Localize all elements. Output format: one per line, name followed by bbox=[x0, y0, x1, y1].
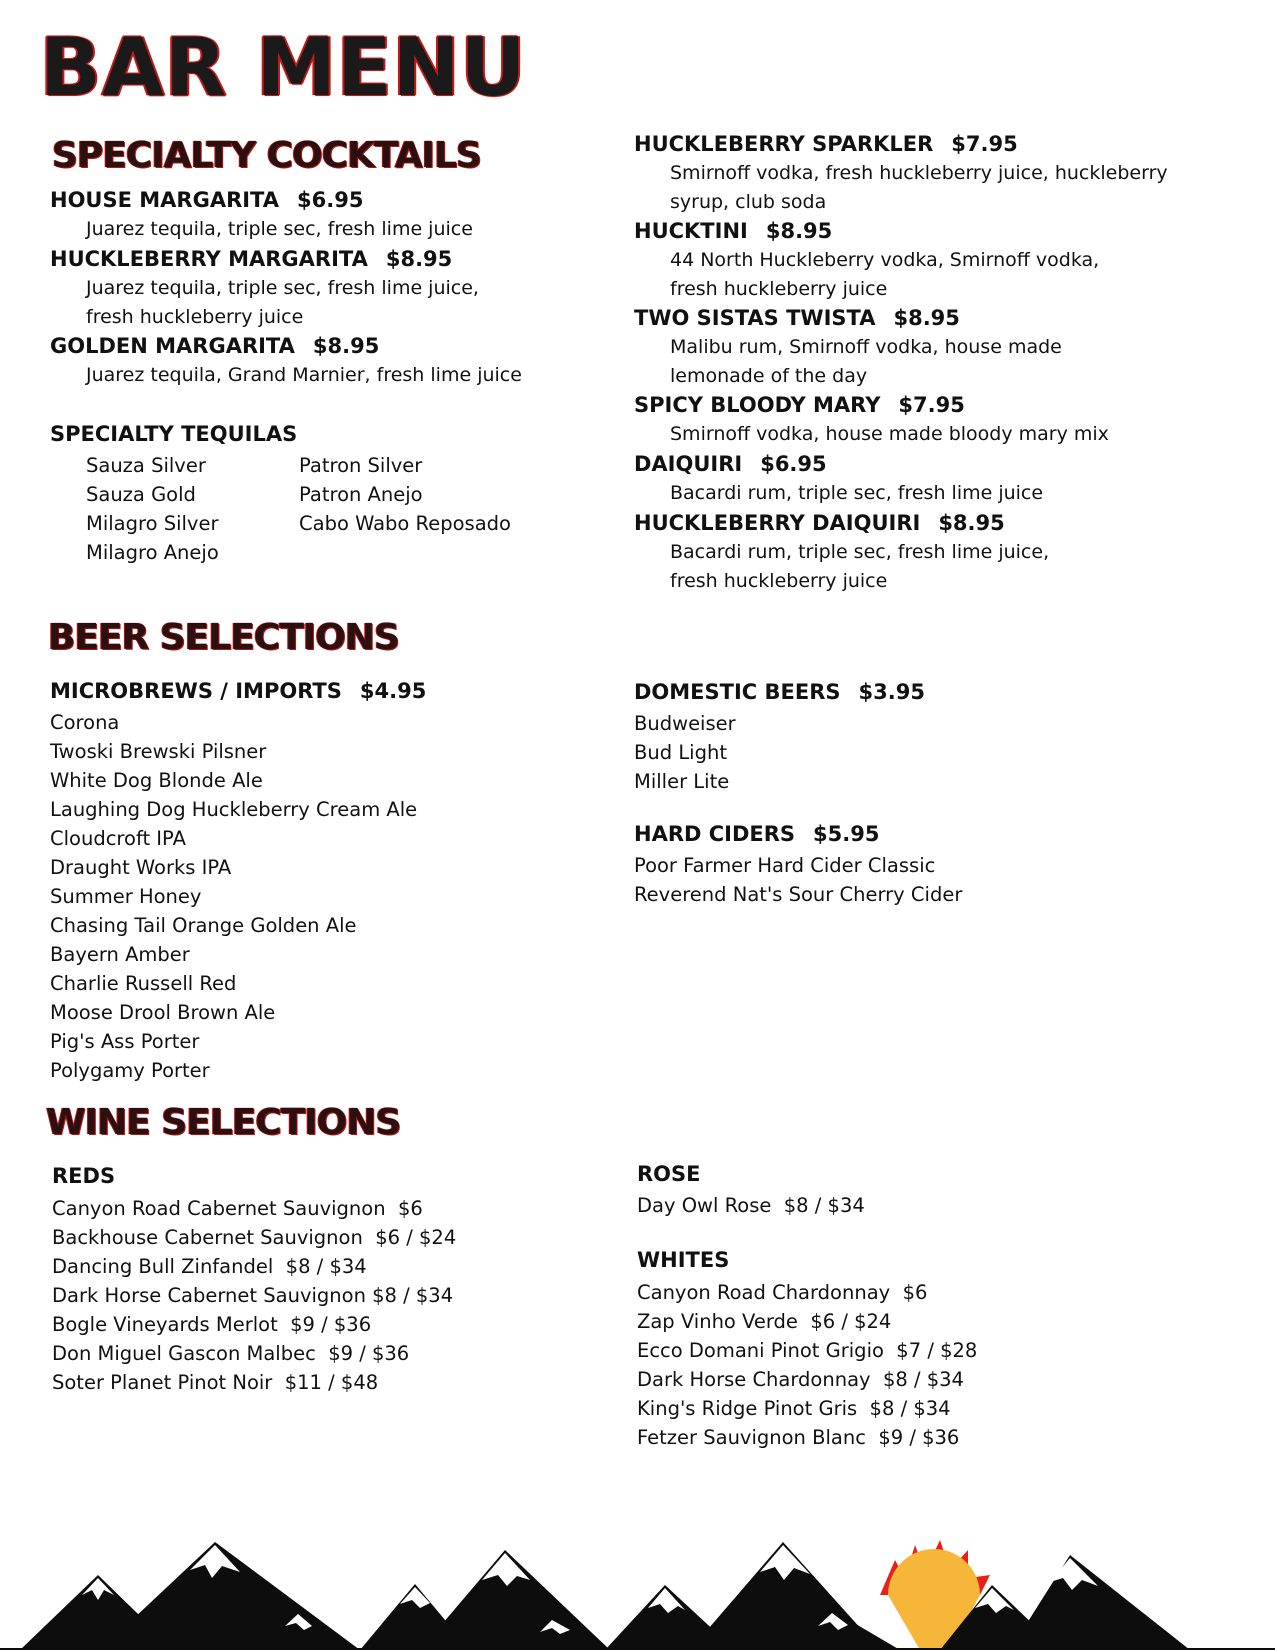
wine-group-heading-whites: WHITES bbox=[637, 1248, 730, 1272]
cocktail-desc: fresh huckleberry juice bbox=[86, 306, 304, 328]
cocktail-desc: fresh huckleberry juice bbox=[670, 570, 888, 592]
beer-group-heading-micro bbox=[50, 681, 426, 702]
cocktail-desc: lemonade of the day bbox=[670, 365, 868, 387]
cocktail-price: $7.95 bbox=[951, 132, 1018, 156]
wine-item: Dancing Bull Zinfandel $8 / $34 bbox=[52, 1255, 367, 1278]
cocktail-name: HUCKLEBERRY MARGARITA bbox=[50, 247, 368, 271]
beer-item: Corona bbox=[50, 711, 120, 734]
cocktail-item bbox=[634, 395, 1109, 449]
wine-list-rose bbox=[637, 1191, 865, 1220]
beer-item: Bud Light bbox=[634, 741, 727, 764]
cocktail-name: TWO SISTAS TWISTA bbox=[634, 306, 876, 330]
beer-item: Polygamy Porter bbox=[50, 1059, 210, 1082]
beer-item: Laughing Dog Huckleberry Cream Ale bbox=[50, 798, 418, 821]
tequilas-heading: SPECIALTY TEQUILAS bbox=[50, 422, 298, 446]
wine-item: Fetzer Sauvignon Blanc $9 / $36 bbox=[637, 1426, 960, 1449]
tequila-item: Cabo Wabo Reposado bbox=[299, 512, 511, 535]
beer-item: Miller Lite bbox=[634, 770, 730, 793]
cocktail-name: HUCKLEBERRY SPARKLER bbox=[634, 132, 934, 156]
beer-item: Cloudcroft IPA bbox=[50, 827, 186, 850]
cocktail-name: GOLDEN MARGARITA bbox=[50, 334, 295, 358]
wine-item: Dark Horse Cabernet Sauvignon $8 / $34 bbox=[52, 1284, 454, 1307]
section-heading-cocktails: SPECIALTY COCKTAILS bbox=[52, 135, 481, 176]
tequilas-list-col1 bbox=[86, 451, 219, 567]
cocktail-item bbox=[634, 513, 1049, 596]
tequila-item: Patron Anejo bbox=[299, 483, 423, 506]
beer-item: Pig's Ass Porter bbox=[50, 1030, 200, 1053]
tequila-item: Milagro Silver bbox=[86, 512, 219, 535]
beer-group-heading-domestic bbox=[634, 682, 925, 703]
cocktail-item bbox=[634, 221, 1099, 304]
tequilas-list-col2 bbox=[299, 451, 511, 538]
wine-item: Ecco Domani Pinot Grigio $7 / $28 bbox=[637, 1339, 978, 1362]
cocktail-desc: Smirnoff vodka, house made bloody mary mix bbox=[670, 423, 1109, 445]
cocktail-name: SPICY BLOODY MARY bbox=[634, 393, 881, 417]
cocktail-price: $8.95 bbox=[765, 219, 833, 243]
beer-item: Draught Works IPA bbox=[50, 856, 232, 879]
cocktail-price: $7.95 bbox=[898, 393, 965, 417]
beer-item: Charlie Russell Red bbox=[50, 972, 237, 995]
beer-list-domestic bbox=[634, 709, 736, 796]
beer-item: Bayern Amber bbox=[50, 943, 190, 966]
beer-group-price: $3.95 bbox=[858, 680, 925, 704]
wine-list-whites bbox=[637, 1278, 977, 1452]
section-heading-wine: WINE SELECTIONS bbox=[46, 1102, 401, 1143]
tequila-item: Sauza Gold bbox=[86, 483, 196, 506]
beer-group-price: $5.95 bbox=[813, 822, 880, 846]
wine-item: Soter Planet Pinot Noir $11 / $48 bbox=[52, 1371, 379, 1394]
cocktail-name: HOUSE MARGARITA bbox=[50, 188, 280, 212]
cocktail-desc: Malibu rum, Smirnoff vodka, house made bbox=[670, 336, 1062, 358]
beer-item: Summer Honey bbox=[50, 885, 202, 908]
cocktail-desc: 44 North Huckleberry vodka, Smirnoff vodka, bbox=[670, 249, 1100, 271]
wine-item: Dark Horse Chardonnay $8 / $34 bbox=[637, 1368, 964, 1391]
beer-group-name: HARD CIDERS bbox=[634, 822, 796, 846]
wine-item: Day Owl Rose $8 / $34 bbox=[637, 1194, 865, 1217]
tequila-item: Sauza Silver bbox=[86, 454, 206, 477]
wine-item: Backhouse Cabernet Sauvignon $6 / $24 bbox=[52, 1226, 457, 1249]
beer-item: Moose Drool Brown Ale bbox=[50, 1001, 276, 1024]
beer-list-micro bbox=[50, 708, 417, 1085]
cocktail-item bbox=[50, 249, 479, 332]
beer-list-ciders bbox=[634, 851, 962, 909]
section-heading-beer: BEER SELECTIONS bbox=[48, 617, 399, 658]
cocktail-desc: Bacardi rum, triple sec, fresh lime juice, bbox=[670, 541, 1050, 563]
cider-item: Poor Farmer Hard Cider Classic bbox=[634, 854, 936, 877]
cocktail-item bbox=[634, 134, 1168, 217]
cider-item: Reverend Nat's Sour Cherry Cider bbox=[634, 883, 963, 906]
cocktail-name: HUCKTINI bbox=[634, 219, 748, 243]
wine-list-reds bbox=[52, 1194, 456, 1397]
cocktail-price: $6.95 bbox=[760, 452, 827, 476]
wine-item: Bogle Vineyards Merlot $9 / $36 bbox=[52, 1313, 372, 1336]
cocktail-desc: Juarez tequila, Grand Marnier, fresh lime juice bbox=[86, 364, 522, 386]
cocktail-desc: fresh huckleberry juice bbox=[670, 278, 888, 300]
wine-item: Canyon Road Cabernet Sauvignon $6 bbox=[52, 1197, 423, 1220]
beer-group-heading-ciders bbox=[634, 824, 879, 845]
wine-item: Canyon Road Chardonnay $6 bbox=[637, 1281, 928, 1304]
cocktail-item bbox=[50, 190, 473, 244]
cocktail-price: $8.95 bbox=[938, 511, 1005, 535]
cocktail-price: $6.95 bbox=[297, 188, 364, 212]
wine-group-heading-reds: REDS bbox=[52, 1164, 116, 1188]
beer-item: Twoski Brewski Pilsner bbox=[50, 740, 267, 763]
tequila-item: Milagro Anejo bbox=[86, 541, 219, 564]
cocktail-item bbox=[634, 454, 1043, 508]
wine-group-heading-rose: ROSE bbox=[637, 1162, 701, 1186]
beer-item: Budweiser bbox=[634, 712, 736, 735]
cocktail-price: $8.95 bbox=[893, 306, 960, 330]
wine-item: Don Miguel Gascon Malbec $9 / $36 bbox=[52, 1342, 410, 1365]
cocktail-desc: Bacardi rum, triple sec, fresh lime juice bbox=[670, 482, 1044, 504]
beer-group-name: DOMESTIC BEERS bbox=[634, 680, 841, 704]
cocktail-price: $8.95 bbox=[385, 247, 453, 271]
wine-item: King's Ridge Pinot Gris $8 / $34 bbox=[637, 1397, 951, 1420]
wine-item: Zap Vinho Verde $6 / $24 bbox=[637, 1310, 892, 1333]
tequila-item: Patron Silver bbox=[299, 454, 423, 477]
cocktail-desc: syrup, club soda bbox=[670, 191, 827, 213]
cocktail-price: $8.95 bbox=[312, 334, 380, 358]
mountain-range bbox=[20, 1542, 1190, 1650]
cocktail-name: DAIQUIRI bbox=[634, 452, 743, 476]
mountains-footer-illustration bbox=[0, 1500, 1275, 1650]
cocktail-desc: Juarez tequila, triple sec, fresh lime juice, bbox=[86, 277, 479, 299]
beer-group-price: $4.95 bbox=[359, 679, 427, 703]
cocktail-desc: Smirnoff vodka, fresh huckleberry juice, huckleberry bbox=[670, 162, 1168, 184]
cocktail-item bbox=[634, 308, 1062, 391]
cocktail-item bbox=[50, 336, 522, 390]
menu-title: BAR MENU bbox=[40, 21, 527, 114]
beer-item: Chasing Tail Orange Golden Ale bbox=[50, 914, 357, 937]
beer-item: White Dog Blonde Ale bbox=[50, 769, 263, 792]
beer-group-name: MICROBREWS / IMPORTS bbox=[50, 679, 342, 703]
cocktail-desc: Juarez tequila, triple sec, fresh lime juice bbox=[86, 218, 473, 240]
cocktail-name: HUCKLEBERRY DAIQUIRI bbox=[634, 511, 921, 535]
